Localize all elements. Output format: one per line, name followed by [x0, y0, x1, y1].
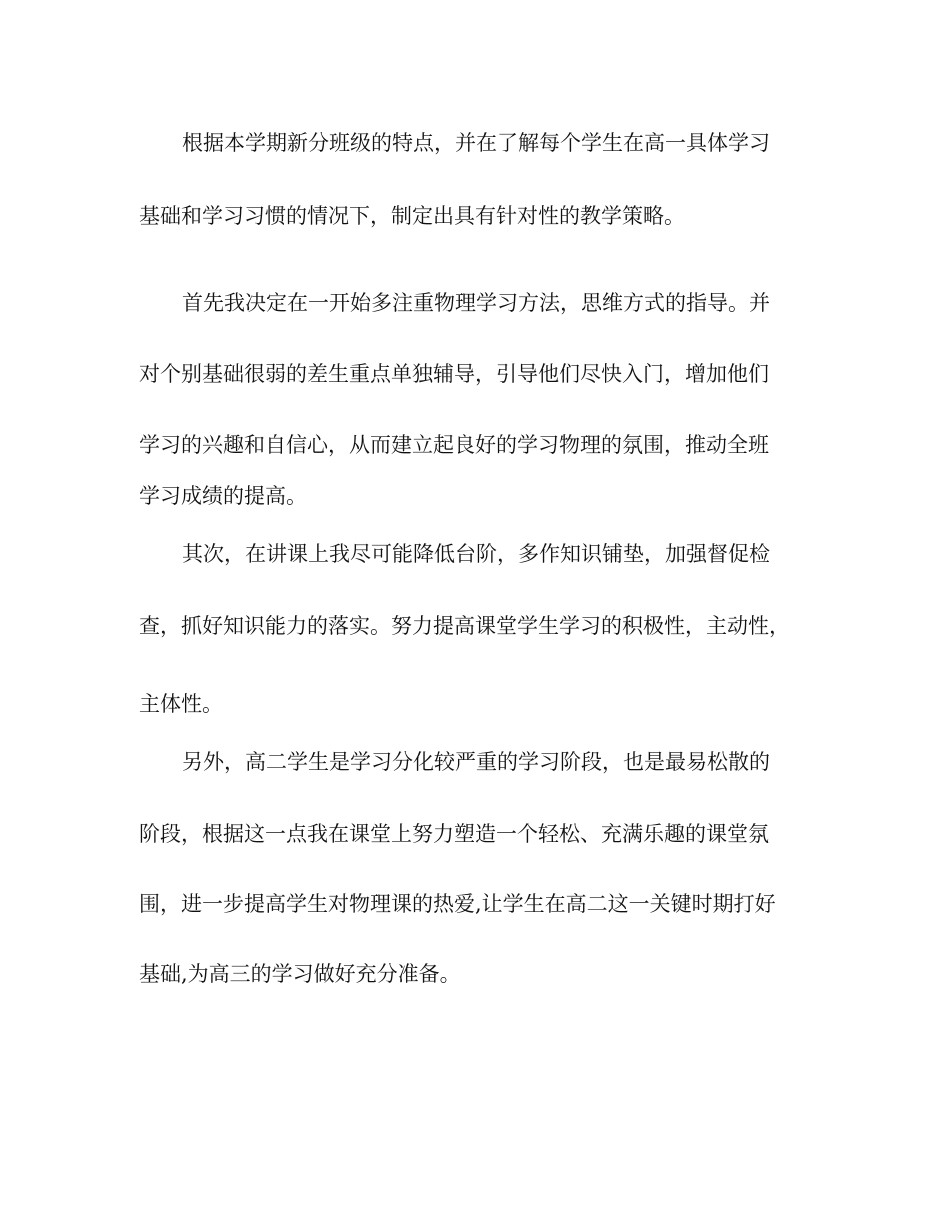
paragraph-2-line-1: 首先我决定在一开始多注重物理学习方法，思维方式的指导。并 [182, 291, 770, 315]
paragraph-2-line-4: 学习成绩的提高。 [139, 484, 307, 508]
paragraph-4-line-2: 阶段，根据这一点我在课堂上努力塑造一个轻松、充满乐趣的课堂氛 [139, 822, 769, 846]
paragraph-2-line-3: 学习的兴趣和自信心，从而建立起良好的学习物理的氛围，推动全班 [139, 433, 769, 457]
paragraph-4-line-4: 基础,为高三的学习做好充分准备。 [139, 962, 461, 986]
paragraph-1-line-1: 根据本学期新分班级的特点，并在了解每个学生在高一具体学习 [182, 131, 770, 155]
paragraph-2-line-2: 对个别基础很弱的差生重点单独辅导，引导他们尽快入门，增加他们 [139, 362, 769, 386]
paragraph-4-line-1: 另外，高二学生是学习分化较严重的学习阶段，也是最易松散的 [182, 750, 770, 774]
paragraph-3-line-3: 主体性。 [139, 692, 223, 716]
paragraph-3-line-2: 查，抓好知识能力的落实。努力提高课堂学生学习的积极性，主动性， [139, 614, 790, 638]
paragraph-1-line-2: 基础和学习习惯的情况下，制定出具有针对性的教学策略。 [139, 204, 685, 228]
paragraph-3-line-1: 其次，在讲课上我尽可能降低台阶，多作知识铺垫，加强督促检 [182, 542, 770, 566]
paragraph-4-line-3: 围，进一步提高学生对物理课的热爱,让学生在高二这一关键时期打好 [139, 892, 776, 916]
